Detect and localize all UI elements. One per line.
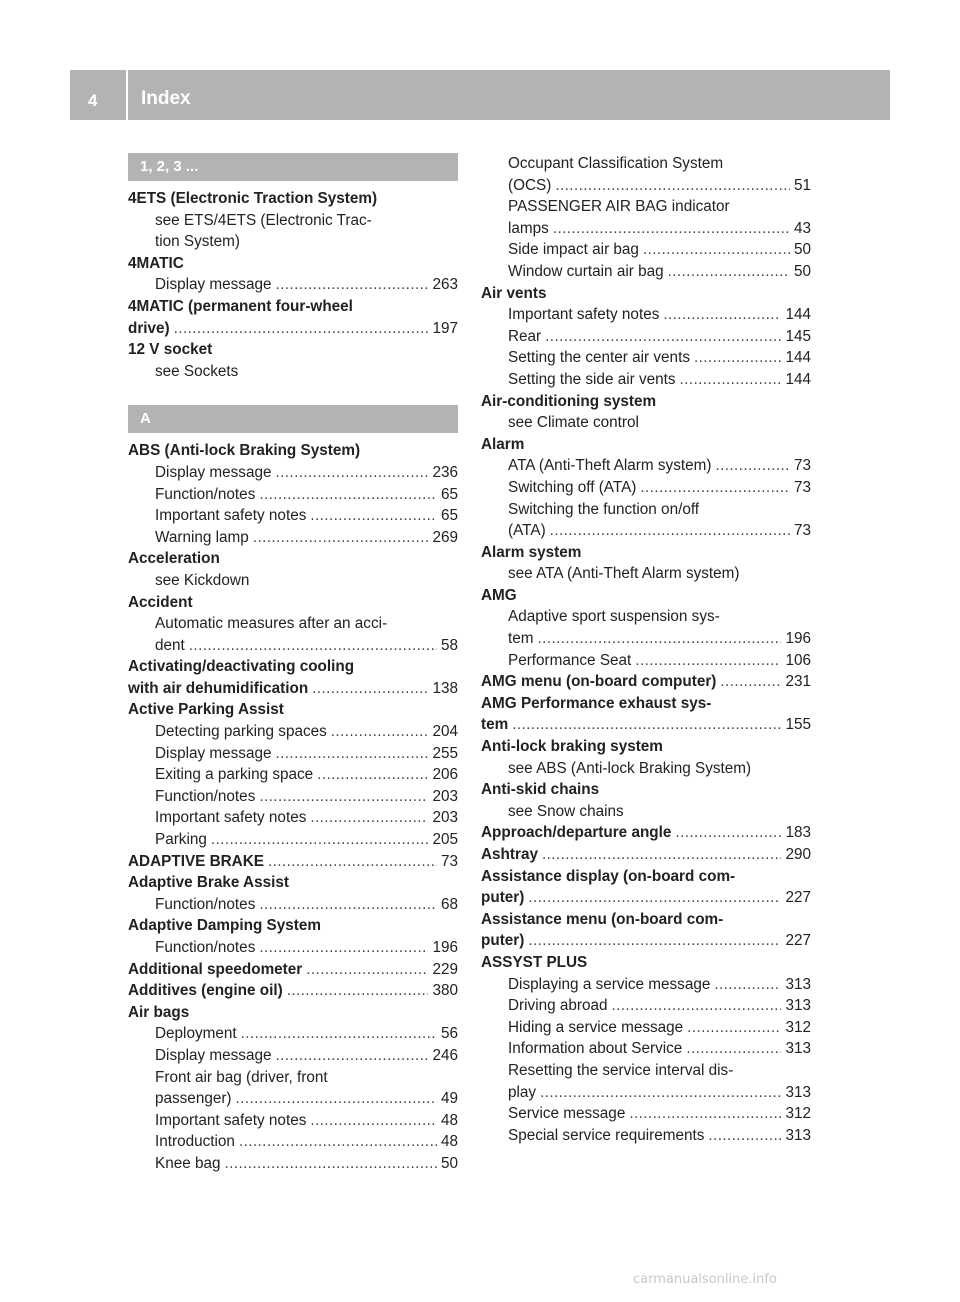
- entry-term: Activating/deactivating cooling: [128, 658, 355, 676]
- page-reference: 50: [440, 1154, 458, 1172]
- index-entry: [128, 980, 458, 1002]
- leader-dots: [528, 930, 781, 952]
- entry-text: PASSENGER AIR BAG indicator: [508, 198, 730, 216]
- entry-text: Adaptive sport suspension sys-: [508, 608, 720, 626]
- page-reference: 56: [440, 1025, 458, 1043]
- page-reference: 313: [785, 975, 811, 993]
- entry-text: tem: [508, 630, 534, 648]
- index-subentry: [481, 801, 811, 823]
- leader-dots: [720, 671, 781, 693]
- index-subentry: [481, 606, 811, 628]
- leader-dots: [259, 894, 437, 916]
- index-subentry: [128, 361, 458, 383]
- page-reference: 313: [785, 1126, 811, 1144]
- index-subentry: [481, 974, 811, 996]
- page-reference: 196: [432, 939, 458, 956]
- index-entry: [128, 318, 458, 340]
- leader-dots: [236, 1088, 437, 1110]
- page-reference: 227: [785, 889, 811, 907]
- page-reference: 48: [440, 1111, 458, 1129]
- index-entry: [128, 440, 458, 462]
- entry-text: Important safety notes: [155, 507, 307, 525]
- index-subentry: [128, 894, 458, 916]
- entry-text: ATA (Anti-Theft Alarm system): [508, 457, 712, 475]
- entry-term: ADAPTIVE BRAKE: [128, 852, 264, 870]
- index-subentry: [481, 650, 811, 672]
- entry-text: passenger): [155, 1090, 232, 1108]
- leader-dots: [545, 326, 781, 348]
- page-reference: 246: [432, 1046, 458, 1064]
- page-reference: 145: [785, 327, 811, 345]
- index-entry: [481, 714, 811, 736]
- index-entry: [128, 656, 458, 678]
- index-subentry: [128, 786, 458, 808]
- entry-text: Function/notes: [155, 787, 256, 805]
- leader-dots: [686, 1038, 781, 1060]
- entry-term: Acceleration: [128, 550, 220, 568]
- entry-text: Display message: [155, 744, 272, 762]
- entry-text: Switching off (ATA): [508, 478, 637, 496]
- index-entry: [481, 283, 811, 305]
- page-reference: 380: [432, 982, 458, 1000]
- leader-dots: [611, 995, 781, 1017]
- entry-text: Special service requirements: [508, 1126, 705, 1144]
- page-reference: 255: [432, 744, 458, 762]
- entry-term: drive): [128, 319, 170, 337]
- entry-term: Assistance menu (on-board com-: [481, 910, 724, 928]
- entry-text: see ABS (Anti-lock Braking System): [508, 759, 752, 777]
- entry-term: puter): [481, 932, 525, 950]
- entry-term: puter): [481, 889, 525, 907]
- leader-dots: [268, 851, 437, 873]
- index-subentry: [481, 477, 811, 499]
- page-reference: 51: [793, 176, 811, 194]
- page-reference: 312: [785, 1018, 811, 1036]
- entry-text: see Kickdown: [155, 571, 250, 589]
- index-subentry: [128, 721, 458, 743]
- index-entry: [128, 548, 458, 570]
- page-reference: 312: [785, 1105, 811, 1123]
- entry-term: ABS (Anti-lock Braking System): [128, 442, 361, 460]
- index-subentry: [128, 743, 458, 765]
- entry-text: see Sockets: [155, 362, 239, 380]
- index-subentry: [128, 484, 458, 506]
- leader-dots: [553, 218, 790, 240]
- index-subentry: [481, 1082, 811, 1104]
- index-subentry: [128, 937, 458, 959]
- entry-text: Hiding a service message: [508, 1018, 684, 1036]
- page-reference: 227: [785, 932, 811, 950]
- entry-text: Introduction: [155, 1133, 235, 1151]
- index-subentry: [128, 635, 458, 657]
- leader-dots: [259, 937, 428, 959]
- page-reference: 50: [793, 241, 811, 259]
- index-subentry: [128, 613, 458, 635]
- entry-text: Display message: [155, 1046, 272, 1064]
- index-subentry: [128, 1045, 458, 1067]
- entry-text: see ATA (Anti-Theft Alarm system): [508, 565, 740, 583]
- index-entry: [481, 822, 811, 844]
- entry-text: Important safety notes: [155, 809, 307, 827]
- index-subentry: [128, 527, 458, 549]
- index-entry: [128, 959, 458, 981]
- index-subentry: [481, 175, 811, 197]
- entry-text: (OCS): [508, 176, 552, 194]
- entry-term: 4MATIC: [128, 254, 184, 272]
- page-reference: 183: [785, 824, 811, 842]
- index-entry: [481, 585, 811, 607]
- entry-term: 4ETS (Electronic Traction System): [128, 190, 378, 207]
- index-entry: [481, 671, 811, 693]
- entry-text: Knee bag: [155, 1154, 221, 1172]
- leader-dots: [528, 887, 781, 909]
- header-band: [70, 70, 890, 120]
- page-reference: 65: [440, 507, 458, 525]
- entry-term: Alarm system: [481, 543, 582, 561]
- entry-term: Air bags: [128, 1003, 190, 1021]
- index-subentry: [128, 462, 458, 484]
- leader-dots: [708, 1125, 781, 1147]
- entry-text: Service message: [508, 1105, 626, 1123]
- header-divider: [126, 70, 128, 120]
- index-subentry: [481, 1017, 811, 1039]
- entry-term: Anti-skid chains: [481, 781, 600, 799]
- entry-text: Function/notes: [155, 485, 256, 503]
- page-reference: 73: [440, 852, 458, 870]
- leader-dots: [275, 1045, 428, 1067]
- entry-term: Active Parking Assist: [128, 701, 284, 719]
- leader-dots: [694, 347, 782, 369]
- leader-dots: [675, 822, 781, 844]
- entry-text: Side impact air bag: [508, 241, 639, 259]
- entry-term: Accident: [128, 593, 193, 611]
- entry-text: Switching the function on/off: [508, 500, 700, 518]
- leader-dots: [239, 1131, 437, 1153]
- page-reference: 50: [793, 262, 811, 280]
- index-subentry: [481, 261, 811, 283]
- index-subentry: [481, 304, 811, 326]
- page-reference: 144: [785, 370, 811, 388]
- index-entry: [481, 952, 811, 974]
- leader-dots: [312, 678, 428, 700]
- page-reference: 43: [793, 219, 811, 237]
- index-subentry: [128, 1067, 458, 1089]
- page-reference: 196: [785, 630, 811, 648]
- index-subentry: [128, 570, 458, 592]
- leader-dots: [225, 1153, 437, 1175]
- entry-text: Resetting the service interval dis-: [508, 1061, 734, 1079]
- entry-text: see ETS/4ETS (Electronic Trac-: [155, 211, 372, 229]
- index-subentry: [128, 764, 458, 786]
- leader-dots: [310, 1110, 437, 1132]
- entry-text: lamps: [508, 219, 549, 237]
- entry-text: Setting the side air vents: [508, 370, 676, 388]
- section-heading: A: [128, 405, 458, 433]
- index-subentry: [481, 628, 811, 650]
- entry-term: Additives (engine oil): [128, 982, 283, 1000]
- index-entry: [481, 779, 811, 801]
- entry-term: Anti-lock braking system: [481, 738, 663, 756]
- index-subentry: [128, 505, 458, 527]
- entry-text: Detecting parking spaces: [155, 723, 327, 741]
- leader-dots: [259, 484, 437, 506]
- page-reference: 263: [432, 276, 458, 294]
- leader-dots: [629, 1103, 781, 1125]
- index-subentry: [481, 412, 811, 434]
- index-subentry: [481, 758, 811, 780]
- index-entry: [128, 699, 458, 721]
- leader-dots: [668, 261, 790, 283]
- index-subentry: [128, 210, 458, 232]
- entry-term: Additional speedometer: [128, 960, 303, 978]
- index-subentry: [481, 520, 811, 542]
- leader-dots: [538, 628, 782, 650]
- leader-dots: [306, 959, 428, 981]
- entry-text: Performance Seat: [508, 651, 632, 669]
- page-reference: 203: [432, 809, 458, 827]
- entry-text: Automatic measures after an acci-: [155, 615, 388, 633]
- page-reference: 313: [785, 1083, 811, 1101]
- entry-text: Information about Service: [508, 1040, 683, 1058]
- entry-term: Ashtray: [481, 846, 538, 863]
- entry-text: Display message: [155, 463, 272, 481]
- leader-dots: [540, 1082, 781, 1104]
- page-reference: 231: [785, 673, 811, 691]
- entry-term: AMG: [481, 586, 517, 604]
- index-subentry: [481, 995, 811, 1017]
- index-entry: [481, 434, 811, 456]
- index-entry: [481, 542, 811, 564]
- leader-dots: [663, 304, 781, 326]
- index-subentry: [128, 1153, 458, 1175]
- entry-text: Setting the center air vents: [508, 349, 690, 367]
- index-subentry: [481, 347, 811, 369]
- entry-term: Alarm: [481, 435, 525, 453]
- index-entry: [128, 253, 458, 275]
- leader-dots: [275, 462, 428, 484]
- index-subentry: [481, 326, 811, 348]
- entry-text: Function/notes: [155, 895, 256, 913]
- leader-dots: [714, 974, 781, 996]
- leader-dots: [331, 721, 429, 743]
- page-reference: 229: [432, 960, 458, 978]
- leader-dots: [189, 635, 437, 657]
- page-reference: 49: [440, 1090, 458, 1108]
- leader-dots: [253, 527, 429, 549]
- entry-term: Air vents: [481, 284, 547, 302]
- page-reference: 206: [432, 766, 458, 784]
- index-subentry: [128, 1131, 458, 1153]
- index-entry: [128, 296, 458, 318]
- index-subentry: [481, 1125, 811, 1147]
- index-subentry: [481, 218, 811, 240]
- leader-dots: [310, 807, 428, 829]
- entry-term: 12 V socket: [128, 341, 213, 359]
- index-subentry: [481, 1103, 811, 1125]
- entry-text: Occupant Classification System: [508, 155, 724, 172]
- leader-dots: [550, 520, 790, 542]
- entry-text: see Climate control: [508, 414, 639, 432]
- index-entry: [128, 872, 458, 894]
- index-subentry: [481, 455, 811, 477]
- leader-dots: [275, 743, 428, 765]
- leader-dots: [643, 239, 790, 261]
- entry-text: Rear: [508, 327, 542, 345]
- entry-text: tion System): [155, 233, 241, 251]
- leader-dots: [512, 714, 781, 736]
- page-reference: 58: [440, 636, 458, 654]
- index-subentry: [128, 231, 458, 253]
- index-entry: [481, 391, 811, 413]
- index-column-right: [481, 153, 811, 1146]
- page-reference: 73: [793, 457, 811, 475]
- leader-dots: [542, 844, 782, 866]
- entry-text: Exiting a parking space: [155, 766, 314, 784]
- index-subentry: [481, 196, 811, 218]
- index-entry: [128, 339, 458, 361]
- entry-term: Assistance display (on-board com-: [481, 867, 736, 885]
- leader-dots: [275, 274, 428, 296]
- index-subentry: [481, 1060, 811, 1082]
- index-entry: [128, 1002, 458, 1024]
- page-reference: 68: [440, 895, 458, 913]
- entry-text: Warning lamp: [155, 528, 249, 546]
- page-reference: 138: [432, 679, 458, 697]
- entry-term: Approach/departure angle: [481, 824, 672, 842]
- index-subentry: [128, 274, 458, 296]
- page-reference: 290: [785, 846, 811, 863]
- page-reference: 144: [785, 306, 811, 324]
- leader-dots: [259, 786, 428, 808]
- entry-text: Important safety notes: [508, 306, 660, 324]
- entry-text: Deployment: [155, 1025, 237, 1043]
- page-reference: 48: [440, 1133, 458, 1151]
- index-subentry: [128, 1110, 458, 1132]
- leader-dots: [310, 505, 437, 527]
- index-entry: [128, 188, 458, 210]
- index-entry: [128, 678, 458, 700]
- page-number: 4: [88, 91, 98, 110]
- entry-text: Driving abroad: [508, 997, 608, 1015]
- section-heading: 1, 2, 3 ...: [128, 153, 458, 181]
- leader-dots: [211, 829, 429, 851]
- page-reference: 197: [432, 319, 458, 337]
- index-column-left: [128, 153, 458, 1175]
- entry-text: dent: [155, 636, 185, 654]
- entry-term: Adaptive Damping System: [128, 917, 321, 935]
- entry-text: Display message: [155, 276, 272, 294]
- entry-term: AMG Performance exhaust sys-: [481, 694, 712, 712]
- entry-term: with air dehumidification: [128, 679, 309, 697]
- page-reference: 65: [440, 485, 458, 503]
- leader-dots: [680, 369, 782, 391]
- page-reference: 73: [793, 478, 811, 496]
- leader-dots: [687, 1017, 781, 1039]
- index-entry: [481, 909, 811, 931]
- watermark: carmanualsonline.info: [633, 1272, 777, 1287]
- entry-term: 4MATIC (permanent four-wheel: [128, 297, 353, 315]
- page-reference: 203: [432, 787, 458, 805]
- index-entry: [481, 887, 811, 909]
- page-reference: 204: [432, 723, 458, 741]
- entry-term: Adaptive Brake Assist: [128, 874, 289, 892]
- page-reference: 73: [793, 522, 811, 540]
- leader-dots: [555, 175, 790, 197]
- entry-term: tem: [481, 716, 509, 734]
- entry-text: Front air bag (driver, front: [155, 1068, 328, 1086]
- leader-dots: [174, 318, 429, 340]
- index-subentry: [481, 1038, 811, 1060]
- entry-term: Air-conditioning system: [481, 392, 657, 410]
- page-reference: 313: [785, 997, 811, 1015]
- entry-text: Window curtain air bag: [508, 262, 664, 280]
- index-subentry: [481, 153, 811, 175]
- page-reference: 269: [432, 528, 458, 546]
- index-subentry: [481, 563, 811, 585]
- entry-text: Displaying a service message: [508, 975, 711, 993]
- page-reference: 106: [785, 651, 811, 669]
- index-entry: [481, 736, 811, 758]
- page-reference: 205: [432, 831, 458, 849]
- entry-text: Parking: [155, 831, 207, 849]
- page-reference: 155: [785, 716, 811, 734]
- page-reference: 236: [432, 463, 458, 481]
- entry-text: Function/notes: [155, 939, 256, 956]
- index-entry: [481, 844, 811, 866]
- index-entry: [128, 915, 458, 937]
- index-subentry: [481, 369, 811, 391]
- leader-dots: [635, 650, 781, 672]
- entry-term: AMG menu (on-board computer): [481, 673, 717, 691]
- entry-text: Important safety notes: [155, 1111, 307, 1129]
- leader-dots: [241, 1023, 437, 1045]
- entry-text: play: [508, 1083, 537, 1101]
- leader-dots: [715, 455, 790, 477]
- index-subentry: [128, 1088, 458, 1110]
- index-entry: [481, 693, 811, 715]
- entry-term: ASSYST PLUS: [481, 953, 588, 971]
- page-reference: 144: [785, 349, 811, 367]
- index-subentry: [128, 829, 458, 851]
- entry-text: (ATA): [508, 522, 546, 540]
- page-title: Index: [141, 88, 191, 109]
- index-subentry: [481, 239, 811, 261]
- entry-text: see Snow chains: [508, 802, 624, 820]
- index-entry: [481, 866, 811, 888]
- index-entry: [128, 592, 458, 614]
- index-entry: [481, 930, 811, 952]
- index-subentry: [481, 499, 811, 521]
- index-subentry: [128, 807, 458, 829]
- leader-dots: [287, 980, 429, 1002]
- page-reference: 313: [785, 1040, 811, 1058]
- leader-dots: [640, 477, 790, 499]
- index-subentry: [128, 1023, 458, 1045]
- leader-dots: [317, 764, 428, 786]
- index-entry: [128, 851, 458, 873]
